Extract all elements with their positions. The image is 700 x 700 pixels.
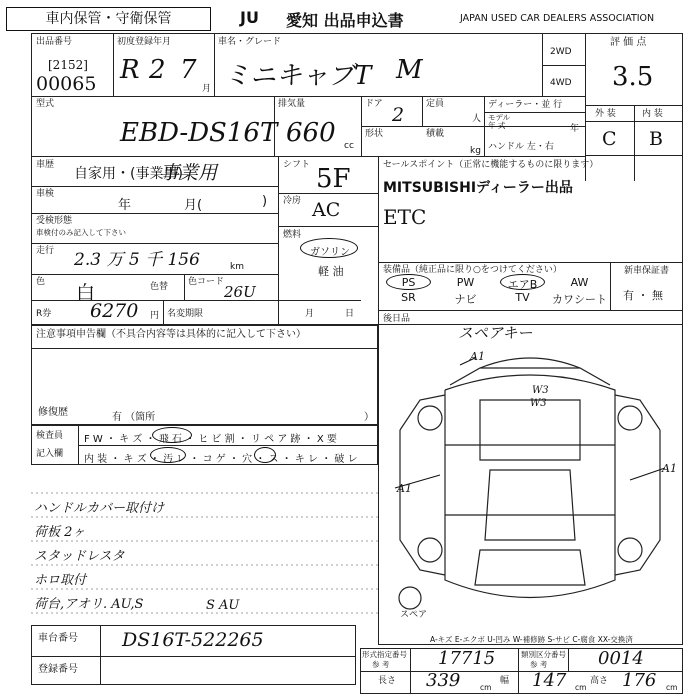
interior-grade: B [649,128,663,150]
drive-4wd: 4WD [550,78,572,88]
exterior-label: 外 装 [595,109,616,119]
diagram-mark-w3-2: W3 [530,398,547,409]
score-label: 評 価 点 [610,37,647,48]
note-s-au: S AU [206,598,240,613]
storage-label: 車内保管・守衛保管 [6,7,211,31]
designation-ref: 参 考 [372,660,390,669]
first-reg-year: 2 [149,55,166,85]
repair-close: ） [364,412,374,423]
width-label: 幅 [500,676,510,686]
org-title: 愛知 出品申込書 [286,11,404,30]
equipment-circle [500,274,545,290]
handwritten-note-line: 荷板 2ヶ [34,525,86,540]
mileage-unit: km [230,262,244,272]
dealer-model-year-label: モデル 年 式 [488,113,511,130]
inspector-row-2: 内 装 ・ キ ズ ・ 汚 レ ・ コ ゲ ・ 穴 ・ ス ・ キ レ ・ 破 レ [84,454,358,465]
diagram-mark-a1-left: A1 [397,482,412,495]
notes-label: 注意事項申告欄（不具合内容等は具体的に記入して下さい） [36,329,306,340]
inspector-label-2: 記入欄 [36,449,64,459]
inspection-close: ) [262,194,268,209]
length-label: 長さ [378,676,397,686]
first-reg-month-suffix: 月 [202,84,212,94]
load-unit: kg [470,146,481,156]
transfer-month: 月 [305,309,315,319]
first-reg-month: 7 [180,55,197,85]
lot-bracket-number: [2152] [48,58,88,72]
selling-dealer: MITSUBISHIディーラー出品 [383,180,573,196]
recycle-unit: 円 [150,311,160,321]
equipment-item: SR [401,291,416,304]
equipment-item: TV [515,291,530,304]
doors-label: ドア [365,99,383,109]
diagram-legend: A-キズ E-エクボ U-凹み W-補修跡 S-サビ C-腐食 XX-交換済 [430,635,633,644]
equipment-item: カワシート [552,293,607,306]
equipment-item: エアB [507,278,538,291]
width-unit: cm [575,683,587,692]
mileage-label: 走行 [36,246,55,256]
warranty-value: 有 ・ 無 [623,289,663,302]
height-label: 高さ [590,676,609,686]
shape-label: 形状 [365,129,384,139]
doors-value: 2 [392,104,405,126]
shift-label: シフト [283,160,311,170]
diagram-mark-a1-top: A1 [470,350,485,363]
handwritten-note-line: ハンドルカバー取付け [34,501,165,516]
lot-label: 出品番号 [36,37,73,47]
chassis-label: 車台番号 [38,633,78,644]
car-name-value: ミニキャブT [224,61,372,91]
diagram-mark-w3-1: W3 [532,385,549,396]
shift-value: 5F [316,164,351,194]
width-value: 147 [532,670,567,691]
repair-value: 有 （箇所 [112,412,156,423]
fuel-diesel: 軽 油 [318,265,344,278]
category-label: 類別区分番号 [521,650,566,659]
warranty-label: 新車保証書 [624,266,670,276]
displacement-unit: cc [344,141,354,151]
chassis-value: DS16T-522265 [122,629,264,651]
color-label: 色 [36,277,46,287]
exterior-grade: C [602,128,617,150]
handle-label: ハンドル 左・右 [488,142,554,152]
equipment-item: ナビ [454,293,477,306]
car-grade-value: M [396,55,423,85]
color-swap-label: 色替 [150,282,169,292]
model-value: EBD-DS16T [120,118,278,148]
reception-note: 車検付のみ記入して下さい [36,228,126,237]
designation-value: 17715 [438,648,496,669]
model-label: 型式 [36,99,55,109]
mileage-value: 2.3 万 5 千 156 [74,250,200,270]
color-value: 白 [76,282,96,304]
fuel-gas: ガソリン [310,247,350,258]
length-unit: cm [480,683,492,692]
displacement-value: 660 [286,118,336,148]
handwritten-note-line: 荷台,アオリ. AU,S [34,597,144,612]
org-english: JAPAN USED CAR DEALERS ASSOCIATION [460,13,655,24]
usage-options: 自家用・(事業用) [74,166,183,182]
inspection-month: 月( [184,198,203,213]
category-value: 0014 [598,648,644,669]
inspector-circle-2 [150,447,186,463]
transfer-day: 日 [345,309,355,319]
equipment-label: 装備品（純正品に限り○をつけてください） [383,265,562,275]
capacity-unit: 人 [472,114,482,124]
cooling-value: AC [312,199,341,221]
first-reg-era: R [120,55,140,85]
height-unit: cm [666,683,678,692]
fuel-label: 燃料 [283,230,302,240]
inspector-circle-3 [254,447,276,463]
handwritten-note-line: スタッドレスタ [34,549,125,564]
load-label: 積載 [426,129,445,139]
rear-value: スペアキー [458,324,533,342]
first-reg-label: 初度登録年月 [117,37,172,47]
inspector-label-1: 検査員 [36,431,64,441]
score-value: 3.5 [612,62,654,92]
selling-points-label: セールスポイント（正常に機能するものに限ります） [383,160,599,170]
dealer-label: ディーラー・並 行 [488,100,563,110]
usage-handwritten: 事業用 [160,162,218,184]
diagram-mark-a1-right: A1 [662,462,677,475]
transfer-label: 名変期限 [167,309,204,319]
color-code-value: 26U [224,283,256,301]
ju-logo: JU [240,8,259,27]
lot-number: 00065 [36,73,97,95]
dealer-year-unit: 年 [570,124,580,134]
inspector-row-1: F W ・ キ ズ ・ 飛 石 ・ ヒ ビ 割 ・ リ ペ ア 跡 ・ X 要 [84,434,337,445]
inspector-circle-1 [152,427,192,443]
car-name-label: 車名・グレード [218,37,282,47]
cooling-label: 冷房 [283,196,302,206]
inspection-year: 年 [118,198,132,213]
height-value: 176 [622,670,657,691]
handwritten-note-line: ホロ取付 [34,573,87,588]
category-ref: 参 考 [530,660,548,669]
recycle-label: R券 [36,309,52,319]
repair-label: 修復歴 [38,407,68,418]
capacity-label: 定員 [426,99,445,109]
designation-label: 形式指定番号 [362,650,407,659]
equipment-circle [386,274,431,290]
recycle-value: 6270 [90,300,139,322]
spare-label: スペア [400,610,428,620]
equipment-item: PS [401,276,416,289]
usage-label: 車歴 [36,160,55,170]
inspection-label: 車検 [36,189,55,199]
rear-label: 後日品 [383,314,411,324]
drive-2wd: 2WD [550,47,572,57]
equipment-item: AW [570,276,589,289]
selling-etc: ETC [383,205,427,229]
car-diagram [380,340,680,630]
reception-label: 受検形態 [36,216,73,226]
interior-label: 内 装 [642,109,663,119]
length-value: 339 [426,670,461,691]
fuel-gas-circle [300,238,358,258]
color-code-label: 色コード [188,277,225,287]
notes-box [31,325,378,425]
displacement-label: 排気量 [278,99,306,109]
equipment-item: PW [456,276,475,289]
registration-label: 登録番号 [38,664,78,675]
